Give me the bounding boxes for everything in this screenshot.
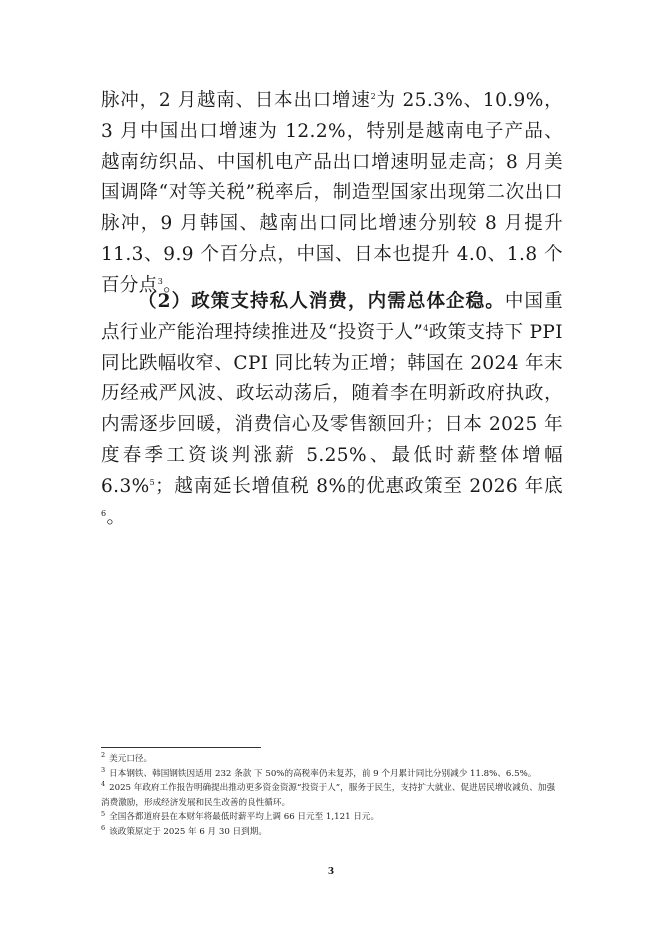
- footnote-6: [101, 825, 563, 840]
- footnote-ref-6[interactable]: 6: [101, 508, 107, 518]
- paragraph-text: 中国重点行业产能治理持续推进及“投资于人”: [101, 291, 564, 343]
- footnote-text: 全国各都道府县在本财年将最低时薪平均上调 66 日元至 1,121 日元。: [109, 812, 380, 823]
- page-number: 3: [327, 867, 335, 877]
- footnote-mark: 3: [101, 765, 106, 774]
- paragraph-domestic-demand: [101, 287, 563, 533]
- paragraph-text: 为 25.3%、10.9%，3 月中国出口增速为 12.2%，特别是越南电子产品、越南纺织品、中国机电产品出口增速明显走高；8 月美国调降“对等关税”税率后，制造型国家出现第二次出口脉冲，9 月韩国、越南出口同比增速分别较 8 月提升 11.3、9.9 个百分点，中国、日本也提升 4.0、1.8 个百分点: [101, 90, 563, 296]
- footnote-4: [101, 781, 563, 810]
- section-heading: （2）政策支持私人消费，内需总体企稳。: [138, 291, 505, 312]
- footnote-ref-4[interactable]: 4: [423, 323, 429, 333]
- paragraph-text: 政策支持下 PPI 同比跌幅收窄、CPI 同比转为正增；韩国在 2024 年末历经戒严风波、政坛动荡后，随着李在明新政府执政，内需逐步回暖，消费信心及零售额回升；日本 2025 年度春季工资谈判涨薪 5.25%、最低时薪整体增幅 6.3%: [101, 321, 563, 497]
- footnote-text: 该政策原定于 2025 年 6 月 30 日到期。: [109, 826, 267, 837]
- paragraph-text: 脉冲，2 月越南、日本出口增速: [101, 90, 371, 111]
- footnote-text: 美元口径。: [109, 754, 153, 764]
- footnote-ref-5[interactable]: 5: [149, 477, 156, 487]
- footnote-5: [101, 810, 563, 825]
- footnote-2: [101, 752, 563, 767]
- footnote-ref-3[interactable]: 3: [157, 276, 164, 286]
- footnote-divider: [101, 747, 261, 748]
- footnote-text: 2025 年政府工作报告明确提出推动更多资金资源“投资于人”，服务于民生，支持扩大就业、促进居民增收减负、加强消费激励，形成经济发展和民生改善的良性循环。: [101, 783, 556, 808]
- footnote-ref-2[interactable]: 2: [370, 91, 377, 101]
- footnote-mark: 5: [101, 809, 106, 818]
- paragraph-export-pulse: [101, 86, 563, 302]
- paragraph-text: 。: [106, 506, 126, 528]
- footnote-text: 日本钢铁、韩国钢铁因适用 232 条款 下 50%的高税率仍未复苏，前 9 个月累计同比分别减少 11.8%、6.5%。: [109, 768, 537, 779]
- footnote-mark: 2: [101, 751, 106, 760]
- paragraph-text: 。: [163, 274, 183, 296]
- paragraph-text: ；越南延长增值税 8%的优惠政策至 2026 年底: [155, 475, 563, 497]
- footnote-mark: 4: [101, 780, 106, 789]
- footnotes: [101, 752, 563, 840]
- footnote-3: [101, 767, 563, 782]
- footnote-mark: 6: [101, 824, 106, 833]
